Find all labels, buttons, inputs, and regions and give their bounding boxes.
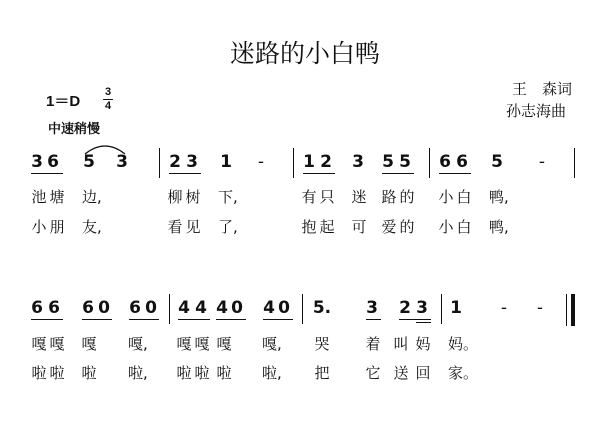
note: 3 [31,152,43,172]
note: 2 [320,152,332,172]
note: 3 [416,298,428,318]
lyric-char: 啦 [176,364,192,382]
lyric-char: 看 [167,218,183,236]
lyric-char: 树 [185,188,201,206]
lyric-char: 嘎, [128,335,148,353]
lyric-char: 妈。 [448,335,479,353]
dash: - [500,298,508,318]
lyric-char: 小 [31,218,47,236]
lyric-char: 把 [314,364,330,382]
note: 5 [399,152,411,172]
lyric-char: 哭 [314,335,330,353]
note: 4 [263,298,275,318]
note: 1 [303,152,315,172]
lyric-char: 嘎 [176,335,192,353]
bar-line [574,148,575,178]
lyric-char: 柳 [167,188,183,206]
note: 3 [186,152,198,172]
lyric-char: 嘎, [262,335,282,353]
note: 2 [399,298,411,318]
note: 0 [98,298,110,318]
lyric-char: 嘎 [216,335,232,353]
lyric-char: 池 [31,188,47,206]
beam [82,319,112,320]
note: 5 [491,152,503,172]
lyric-char: 有 [301,188,317,206]
lyric-char: 鸭, [489,218,509,236]
note: 5 [382,152,394,172]
beam [382,173,414,174]
tempo-marking: 中速稍慢 [48,122,101,137]
note: 4 [178,298,190,318]
lyric-char: 妈 [415,335,431,353]
beam [303,173,335,174]
lyric-char: 嘎 [194,335,210,353]
bar-line [169,294,170,324]
lyric-char: 朋 [49,218,65,236]
final-bar-thin [566,294,567,326]
beam [31,319,63,320]
lyric-char: 可 [351,218,367,236]
lyric-char: 迷 [351,188,367,206]
note: 6 [129,298,141,318]
lyric-char: 啦 [31,364,47,382]
lyric-char: 塘 [49,188,65,206]
beam [169,173,201,174]
beam [216,319,246,320]
note: 1 [220,152,232,172]
note: 5 [83,152,95,172]
note: 6 [82,298,94,318]
song-title: 迷路的小白鸭 [229,39,380,68]
lyric-char: 啦, [262,364,282,382]
note: 0 [278,298,290,318]
note: 0 [145,298,157,318]
beam [399,319,431,320]
bar-line [441,294,442,324]
lyric-char: 啦 [81,364,97,382]
composer-credit: 孙志海曲 [506,102,567,120]
lyric-char: 它 [365,364,381,382]
lyric-char: 啦 [194,364,210,382]
bar-line [293,148,294,178]
beam [178,319,210,320]
lyric-char: 嘎 [31,335,47,353]
note: 6 [48,298,60,318]
lyric-char: 起 [319,218,335,236]
lyric-char: 路 [381,188,397,206]
lyric-char: 啦 [216,364,232,382]
note: 2 [169,152,181,172]
lyric-char: 小 [438,218,454,236]
lyric-char: 啦 [49,364,65,382]
lyric-char: 只 [319,188,335,206]
lyric-char: 边, [82,188,102,206]
lyric-char: 抱 [301,218,317,236]
note: 3 [352,152,364,172]
time-signature [103,87,113,112]
lyric-char: 回 [415,364,431,382]
dash: - [257,152,265,172]
time-sig-top: 3 [104,86,112,98]
lyric-char: 送 [393,364,409,382]
lyric-char: 了, [218,218,238,236]
note: 6 [456,152,468,172]
lyric-char: 爱 [381,218,397,236]
lyric-char: 的 [399,218,415,236]
bar-line [429,148,430,178]
beam [416,322,431,323]
lyric-char: 啦, [128,364,148,382]
beam [129,319,159,320]
note: 3 [366,298,378,318]
note: 4 [216,298,228,318]
beam [366,319,381,320]
lyric-char: 白 [456,188,472,206]
lyric-char: 的 [399,188,415,206]
lyric-char: 家。 [448,364,479,382]
note: 3 [116,152,128,172]
beam [439,173,471,174]
note: 6 [31,298,43,318]
final-bar-thick [571,294,575,326]
lyric-char: 下, [218,188,238,206]
lyric-char: 鸭, [489,188,509,206]
note: 6 [47,152,59,172]
lyric-char: 嘎 [81,335,97,353]
dash: - [536,298,544,318]
note: 6 [439,152,451,172]
note: 1 [450,298,462,318]
key-signature: 1＝D [46,93,81,110]
lyric-char: 白 [456,218,472,236]
lyric-char: 友, [82,218,102,236]
lyric-char: 叫 [393,335,409,353]
lyric-char: 嘎 [49,335,65,353]
note: 4 [195,298,207,318]
dash: - [538,152,546,172]
note: 0 [231,298,243,318]
dotted-note: 5. [312,298,332,318]
bar-line [159,148,160,178]
lyric-char: 小 [438,188,454,206]
lyric-char: 见 [185,218,201,236]
lyric-char: 着 [365,335,381,353]
beam [263,319,293,320]
lyricist-credit: 王 森词 [512,80,573,98]
bar-line [302,294,303,324]
beam [31,173,63,174]
time-sig-bottom: 4 [104,100,112,112]
